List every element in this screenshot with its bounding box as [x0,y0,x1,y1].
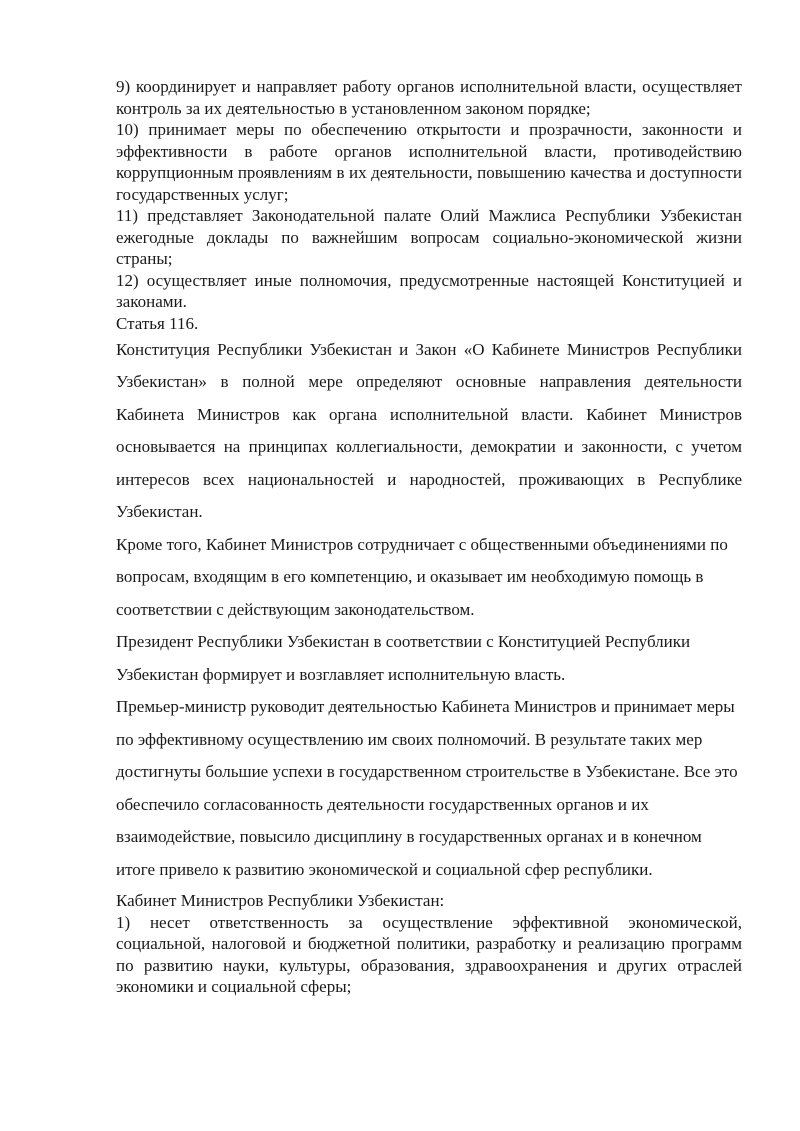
paragraph-constitution: Конституция Республики Узбекистан и Закон «О Кабинете Министров Республики Узбекистан» в полной мере определяют основные направления деятельности Кабинета Министров как органа исполнительной власти. Кабинет Министров основывается на принципах коллегиальности, демократии и законности, с учетом интересов всех национальностей и народностей, проживающих в Республике Узбекистан. [116,339,742,521]
paragraph-cooperation: Кроме того, Кабинет Министров сотрудничает с общественными объединениями по вопросам, входящим в его компетенцию, и оказывает им необходимую помощь в соответствии с действующим законодательством. [116,534,728,619]
paragraph-item-12: 12) осуществляет иные полномочия, предусмотренные настоящей Конституцией и законами. [116,270,742,311]
paragraph-prime-minister: Премьер-министр руководит деятельностью Кабинета Министров и принимает меры по эффективному осуществлению им своих полномочий. В результате таких мер достигнуты большие успехи в государственном строительстве в Узбекистане. Все это обеспечило согласованность деятельности государственных органов и их взаимодействие, повысило дисциплину в государственных органах и в конечном итоге привело к развитию экономической и социальной сфер республики. [116,697,738,879]
article-title: Статья 116. [116,313,199,333]
paragraph-item-10: 10) принимает меры по обеспечению открытости и прозрачности, законности и эффективности в работе органов исполнительной власти, противодействию коррупционным проявлениям в их деятельности, повышению качества и доступности государственных услуг; [116,120,742,204]
paragraph-item-9: 9) координирует и направляет работу органов исполнительной власти, осуществляет контроль за их деятельностью в установленном законом порядке; [116,77,742,118]
paragraph-president: Президент Республики Узбекистан в соответствии с Конституцией Республики Узбекистан формирует и возглавляет исполнительную власть. [116,632,691,684]
paragraph-item-11: 11) представляет Законодательной палате Олий Мажлиса Республики Узбекистан ежегодные доклады по важнейшим вопросам социально-экономической жизни страны; [116,206,742,268]
paragraph-item-1: 1) несет ответственность за осуществление эффективной экономической, социальной, налоговой и бюджетной политики, разработку и реализацию программ по развитию науки, культуры, образования, здравоохранения и других отраслей экономики и социальной сферы; [116,912,742,996]
document-body [116,76,742,998]
paragraph-cabinet-heading: Кабинет Министров Республики Узбекистан: [116,891,445,910]
